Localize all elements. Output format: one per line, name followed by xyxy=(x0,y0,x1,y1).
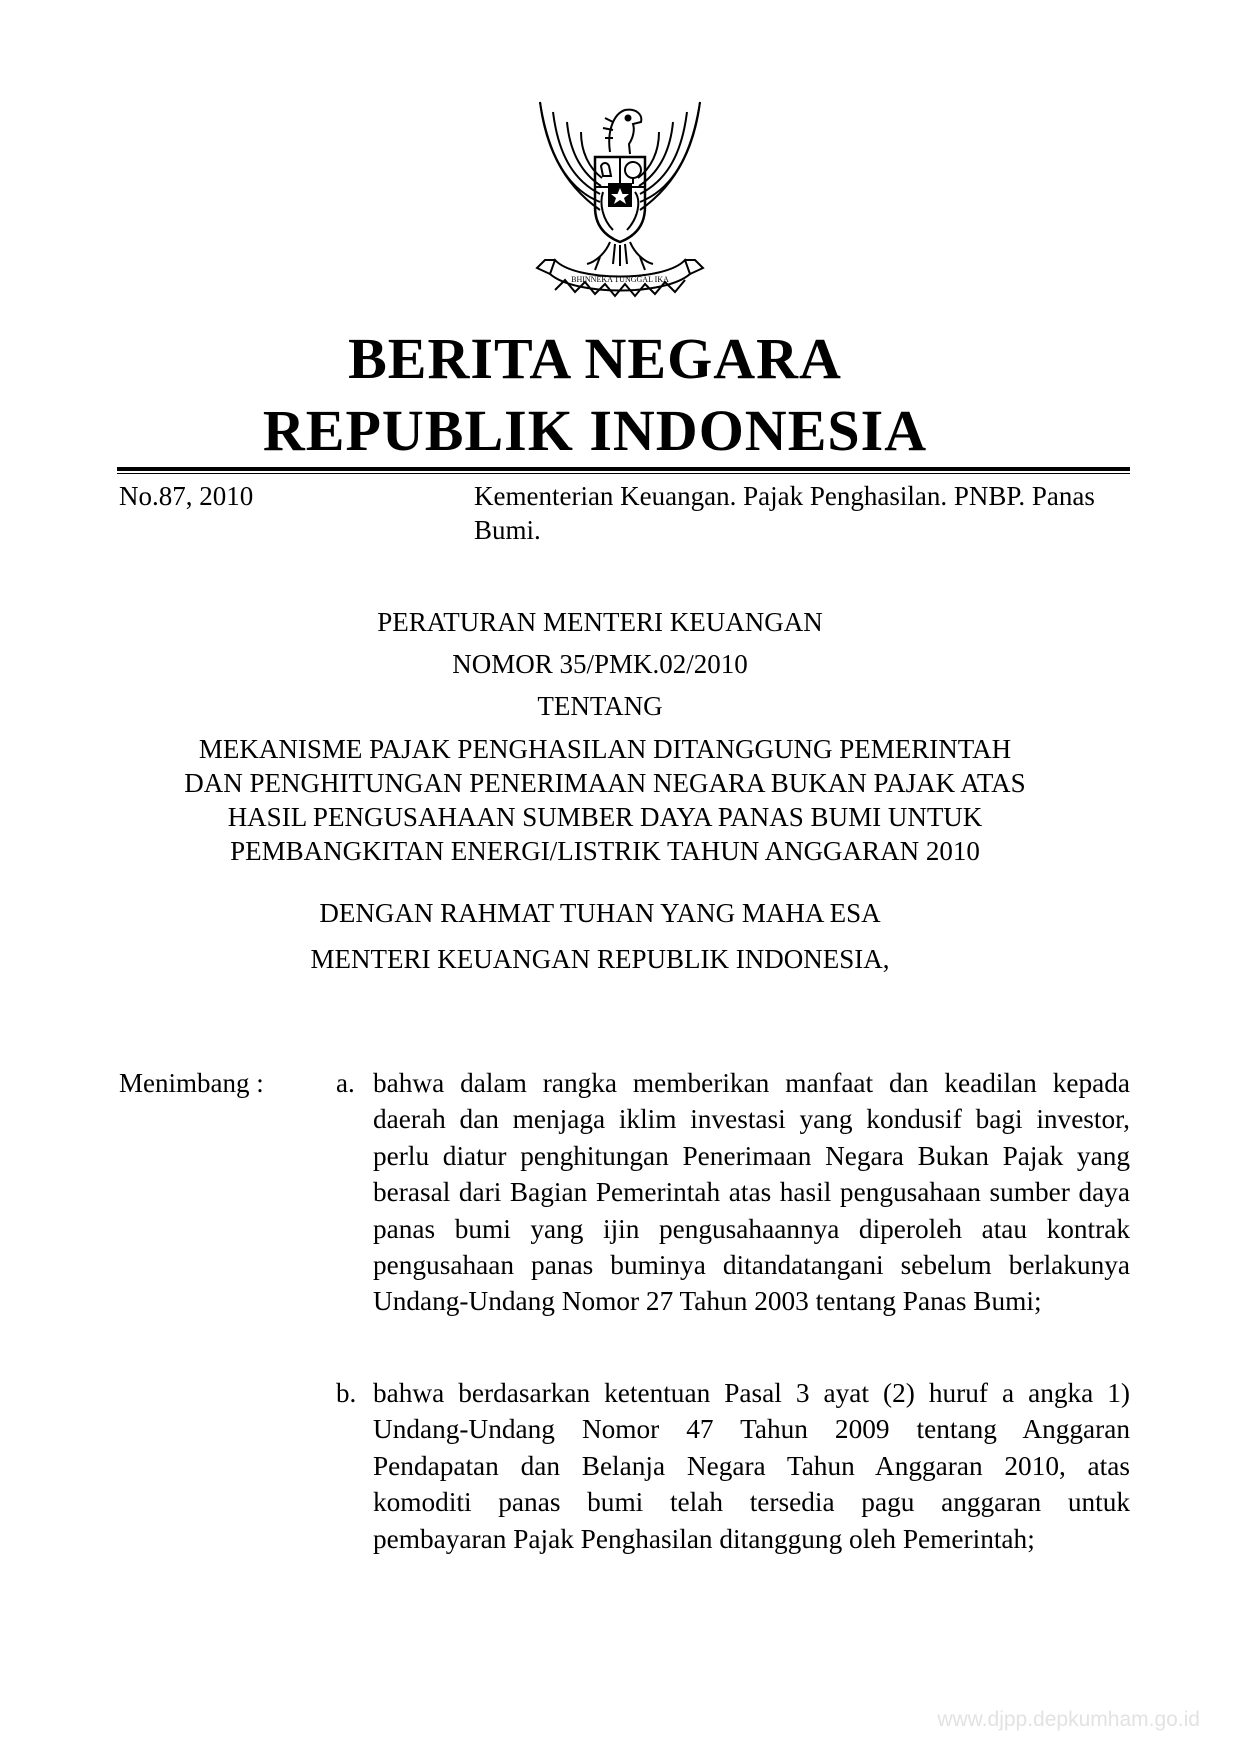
regulation-about: TENTANG xyxy=(537,691,663,721)
issue-subject: Kementerian Keuangan. Pajak Penghasilan. PNBP. Panas Bumi. xyxy=(474,481,1095,545)
masthead-line-2: REPUBLIK INDONESIA xyxy=(262,398,928,463)
emblem-motto: BHINNEKA TUNGGAL IKA xyxy=(571,275,669,284)
regulation-type: PERATURAN MENTERI KEUANGAN xyxy=(377,607,823,637)
regulation-title-line-3: HASIL PENGUSAHAAN SUMBER DAYA PANAS BUMI UNTUK xyxy=(227,802,983,832)
regulation-title-line-2: DAN PENGHITUNGAN PENERIMAAN NEGARA BUKAN PAJAK ATAS xyxy=(184,768,1026,798)
regulation-title-line-1: MEKANISME PAJAK PENGHASILAN DITANGGUNG PEMERINTAH xyxy=(198,734,1012,764)
garuda-pancasila-emblem-icon xyxy=(515,82,725,302)
consideration-a-text: bahwa dalam rangka memberikan manfaat dan keadilan kepada daerah dan menjaga iklim investasi yang kondusif bagi investor, perlu diatur penghitungan Penerimaan Negara Bukan Pajak yang berasal dari Bagian Pemerintah atas hasil pengusahaan sumber daya panas bumi yang ijin pengusahaannya diperoleh atau kontrak pengusahaan panas buminya ditandatangani sebelum berlakunya Undang-Undang Nomor 27 Tahun 2003 tentang Panas Bumi; xyxy=(373,1068,1130,1317)
masthead-rule-thin xyxy=(117,473,1130,474)
issue-number: No.87, 2010 xyxy=(119,481,254,511)
invocation: DENGAN RAHMAT TUHAN YANG MAHA ESA xyxy=(319,898,881,928)
regulation-title-line-4: PEMBANGKITAN ENERGI/LISTRIK TAHUN ANGGARAN 2010 xyxy=(230,836,980,866)
considerations-label: Menimbang : xyxy=(119,1068,264,1098)
regulation-number: NOMOR 35/PMK.02/2010 xyxy=(452,649,748,679)
watermark: www.djpp.depkumham.go.id xyxy=(937,1708,1200,1731)
consideration-a-letter: a. xyxy=(336,1068,355,1098)
masthead-line-1: BERITA NEGARA xyxy=(348,326,842,391)
consideration-b-letter: b. xyxy=(336,1378,357,1408)
authority: MENTERI KEUANGAN REPUBLIK INDONESIA, xyxy=(310,944,890,974)
masthead-rule-thick xyxy=(117,467,1130,471)
consideration-b-text: bahwa berdasarkan ketentuan Pasal 3 ayat (2) huruf a angka 1) Undang-Undang Nomor 47 Tahun 2009 tentang Anggaran Pendapatan dan Belanja Negara Tahun Anggaran 2010, atas komoditi panas bumi telah tersedia pagu anggaran untuk pembayaran Pajak Penghasilan ditanggung oleh Pemerintah; xyxy=(373,1378,1130,1554)
